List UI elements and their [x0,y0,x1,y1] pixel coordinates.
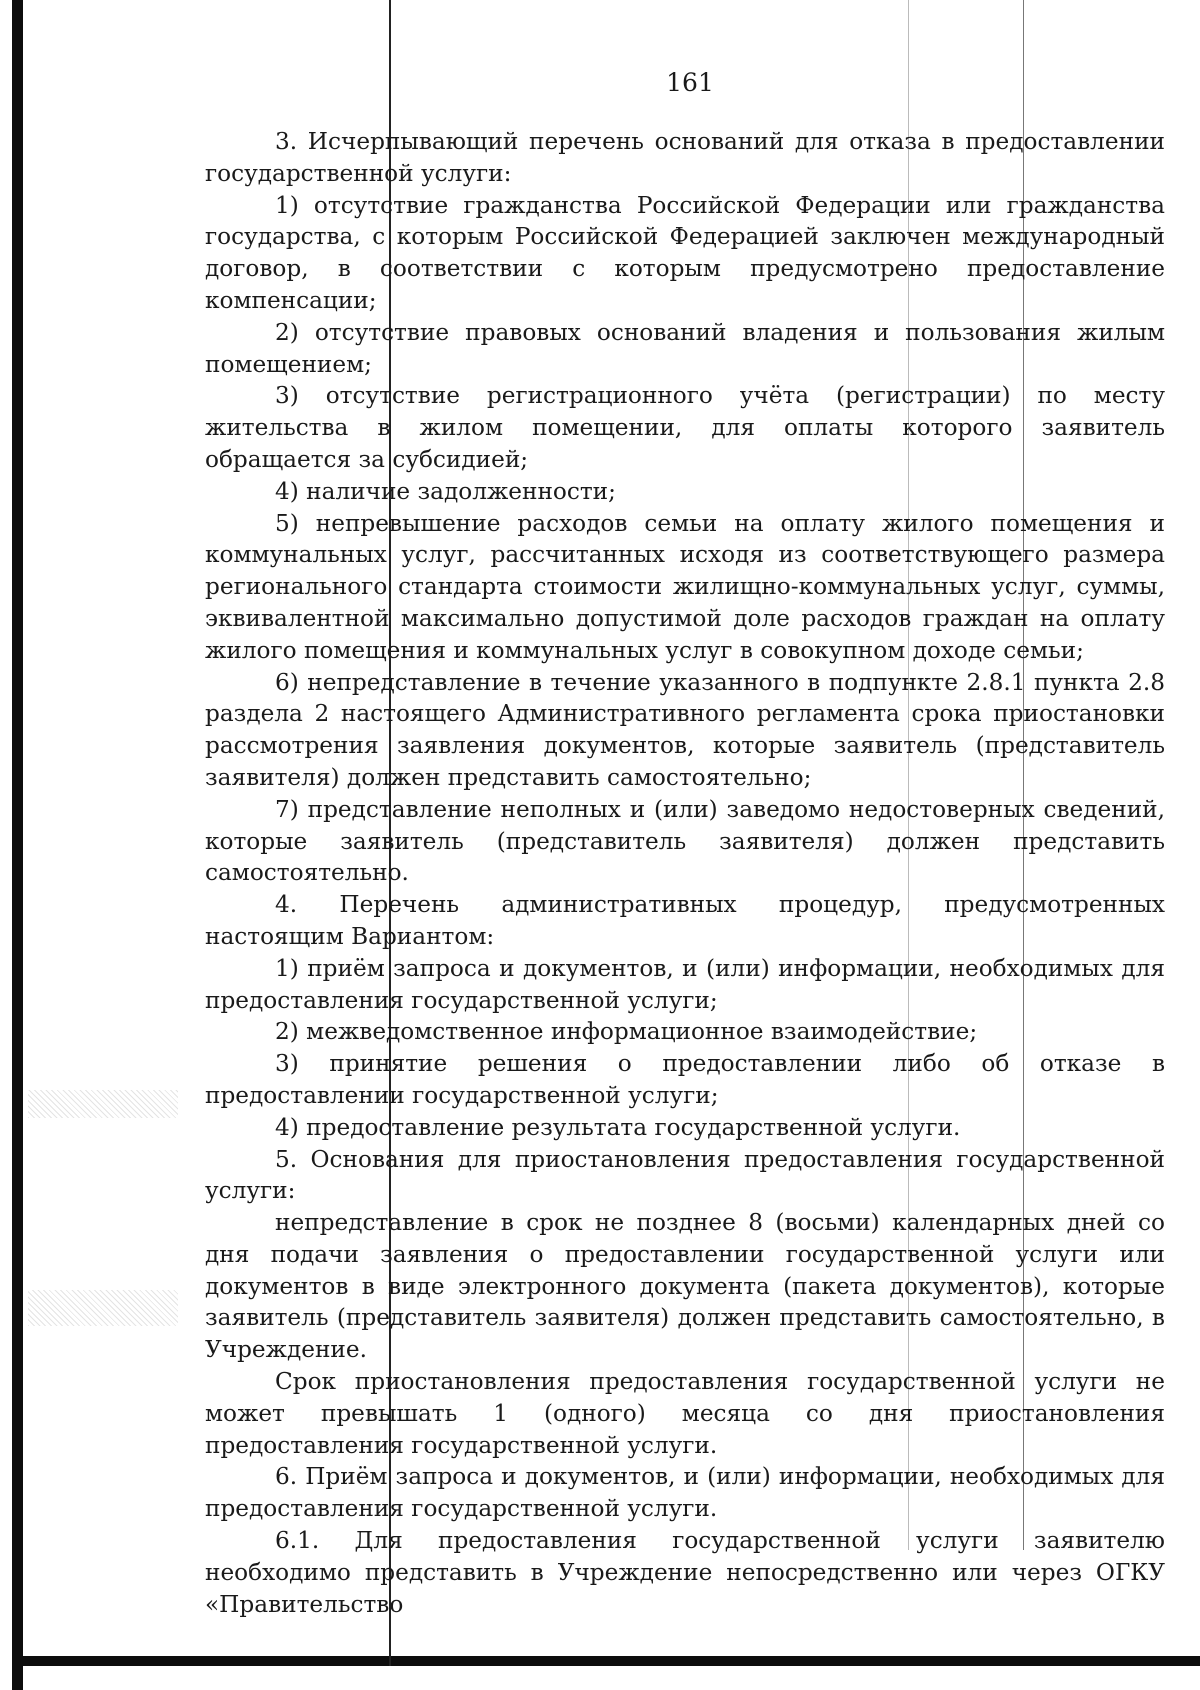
paragraph: 5) непревышение расходов семьи на оплату жилого помещения и коммунальных услуг, рассчитанных исходя из соответствующего размера регионального стандарта стоимости жилищно-коммунальных услуг, суммы, эквивалентной максимально допустимой доле расходов граждан на оплату жилого помещения и коммунальных услуг в совокупном доходе семьи; [205,509,1165,664]
scan-border-left [12,0,23,1690]
document-body [205,126,1165,1620]
scan-noise [28,1290,178,1326]
paragraph: 3) принятие решения о предоставлении либо об отказе в предоставлении государственной услуги; [205,1050,1165,1109]
page-number: 161 [666,68,714,97]
scan-noise [28,1090,178,1118]
paragraph: 6.1. Для предоставления государственной услуги заявителю необходимо представить в Учреждение непосредственно или через ОГКУ «Правительство [205,1527,1165,1618]
paragraph: 1) приём запроса и документов, и (или) информации, необходимых для предоставления государственной услуги; [205,954,1165,1014]
paragraph: 4) наличие задолженности; [275,477,616,505]
scan-border-bottom [23,1656,1200,1666]
paragraph: непредставление в срок не позднее 8 (восьми) календарных дней со дня подачи заявления о предоставлении государственной услуги или документов в виде электронного документа (пакета документов), которые заявитель (представитель заявителя) должен представить самостоятельно, в Учреждение. [205,1209,1165,1364]
paragraph: 4) предоставление результата государственной услуги. [275,1113,961,1141]
paragraph: 4. Перечень административных процедур, предусмотренных настоящим Вариантом: [205,891,1165,950]
paragraph: 5. Основания для приостановления предоставления государственной услуги: [205,1145,1165,1205]
paragraph: 3. Исчерпывающий перечень оснований для отказа в предоставлении государственной услуги: [205,128,1165,187]
paragraph: 2) межведомственное информационное взаимодействие; [275,1018,978,1046]
paragraph: 2) отсутствие правовых оснований владения и пользования жилым помещением; [205,318,1165,378]
paragraph: 6) непредставление в течение указанного в подпункте 2.8.1 пункта 2.8 раздела 2 настоящего Административного регламента срока приостановки рассмотрения заявления документов, которые заявитель (представитель заявителя) должен представить самостоятельно; [205,668,1165,791]
paragraph: 7) представление неполных и (или) заведомо недостоверных сведений, которые заявитель (представитель заявителя) должен представить самостоятельно. [205,795,1165,887]
paragraph: 1) отсутствие гражданства Российской Федерации или гражданства государства, с которым Российской Федерацией заключен международный договор, в соответствии с которым предусмотрено предоставление компенсации; [205,191,1165,314]
paragraph: 3) отсутствие регистрационного учёта (регистрации) по месту жительства в жилом помещении, для оплаты которого заявитель обращается за субсидией; [205,382,1165,473]
paragraph: Срок приостановления предоставления государственной услуги не может превышать 1 (одного) месяца со дня приостановления предоставления государственной услуги. [205,1368,1165,1459]
paragraph: 6. Приём запроса и документов, и (или) информации, необходимых для предоставления государственной услуги. [205,1463,1165,1523]
